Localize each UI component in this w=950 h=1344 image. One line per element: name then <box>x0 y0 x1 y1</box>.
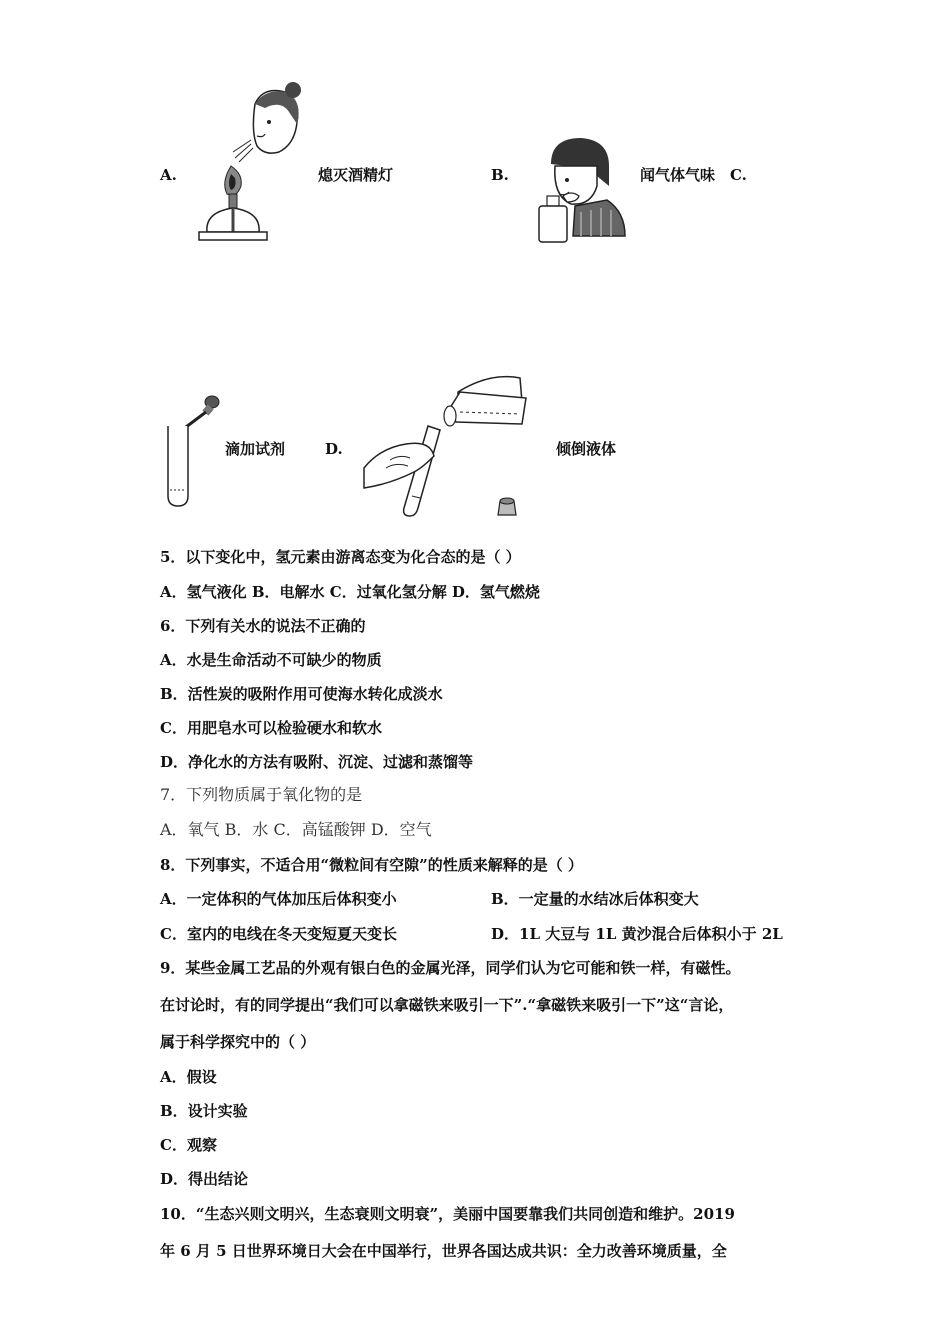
q7-stem: 7．下列物质属于氧化物的是 <box>160 785 363 804</box>
blow-out-alcohol-lamp-illustration <box>193 82 305 248</box>
q9-option-a: A．假设 <box>160 1068 217 1086</box>
q5-stem: 5．以下变化中，氢元素由游离态变为化合态的是（ ） <box>160 548 521 566</box>
q9-line-1: 9．某些金属工艺品的外观有银白色的金属光泽，同学们认为它可能和铁一样，有磁性。 <box>160 959 741 977</box>
q10-line-2: 年 6 月 5 日世界环境日大会在中国举行，世界各国达成共识：全力改善环境质量，全 <box>160 1242 727 1260</box>
q9-option-b: B．设计实验 <box>160 1102 248 1120</box>
option-c-letter: C. <box>730 166 747 184</box>
q8-option-b: B．一定量的水结冰后体积变大 <box>491 890 699 908</box>
q8-option-d: D．1L 大豆与 1L 黄沙混合后体积小于 2L <box>491 925 783 943</box>
option-a-letter: A. <box>160 166 177 184</box>
q7-options: A．氧气 B．水 C．高锰酸钾 D．空气 <box>160 820 432 839</box>
q9-line-2: 在讨论时，有的同学提出“我们可以拿磁铁来吸引一下”.“拿磁铁来吸引一下”这“言论， <box>160 996 734 1014</box>
q8-option-a: A．一定体积的气体加压后体积变小 <box>160 890 397 908</box>
q6-stem: 6．下列有关水的说法不正确的 <box>160 617 366 635</box>
q6-option-a: A．水是生命活动不可缺少的物质 <box>160 651 382 669</box>
option-b-label: 闻气体气味 <box>640 166 716 184</box>
option-b-letter: B. <box>491 166 509 184</box>
option-d-label: 倾倒液体 <box>556 440 617 458</box>
smell-gas-illustration <box>537 136 629 244</box>
q9-line-3: 属于科学探究中的（ ） <box>160 1033 316 1051</box>
q6-option-c: C．用肥皂水可以检验硬水和软水 <box>160 719 382 737</box>
q9-option-c: C．观察 <box>160 1136 217 1154</box>
stopper-icon <box>496 495 518 517</box>
q8-option-c: C．室内的电线在冬天变短夏天变长 <box>160 925 397 943</box>
option-a-label: 熄灭酒精灯 <box>318 166 394 184</box>
q8-stem: 8．下列事实，不适合用“微粒间有空隙”的性质来解释的是（ ） <box>160 856 583 874</box>
dropper-test-tube-illustration <box>162 392 222 508</box>
option-d-letter: D. <box>325 440 343 458</box>
option-c-label: 滴加试剂 <box>225 440 286 458</box>
q5-options: A．氢气液化 B．电解水 C．过氧化氢分解 D．氢气燃烧 <box>160 583 540 601</box>
q6-option-d: D．净化水的方法有吸附、沉淀、过滤和蒸馏等 <box>160 753 474 771</box>
q6-option-b: B．活性炭的吸附作用可使海水转化成淡水 <box>160 685 443 703</box>
q9-option-d: D．得出结论 <box>160 1170 249 1188</box>
q10-line-1: 10．“生态兴则文明兴，生态衰则文明衰”，美丽中国要靠我们共同创造和维护。2019 <box>160 1205 735 1223</box>
